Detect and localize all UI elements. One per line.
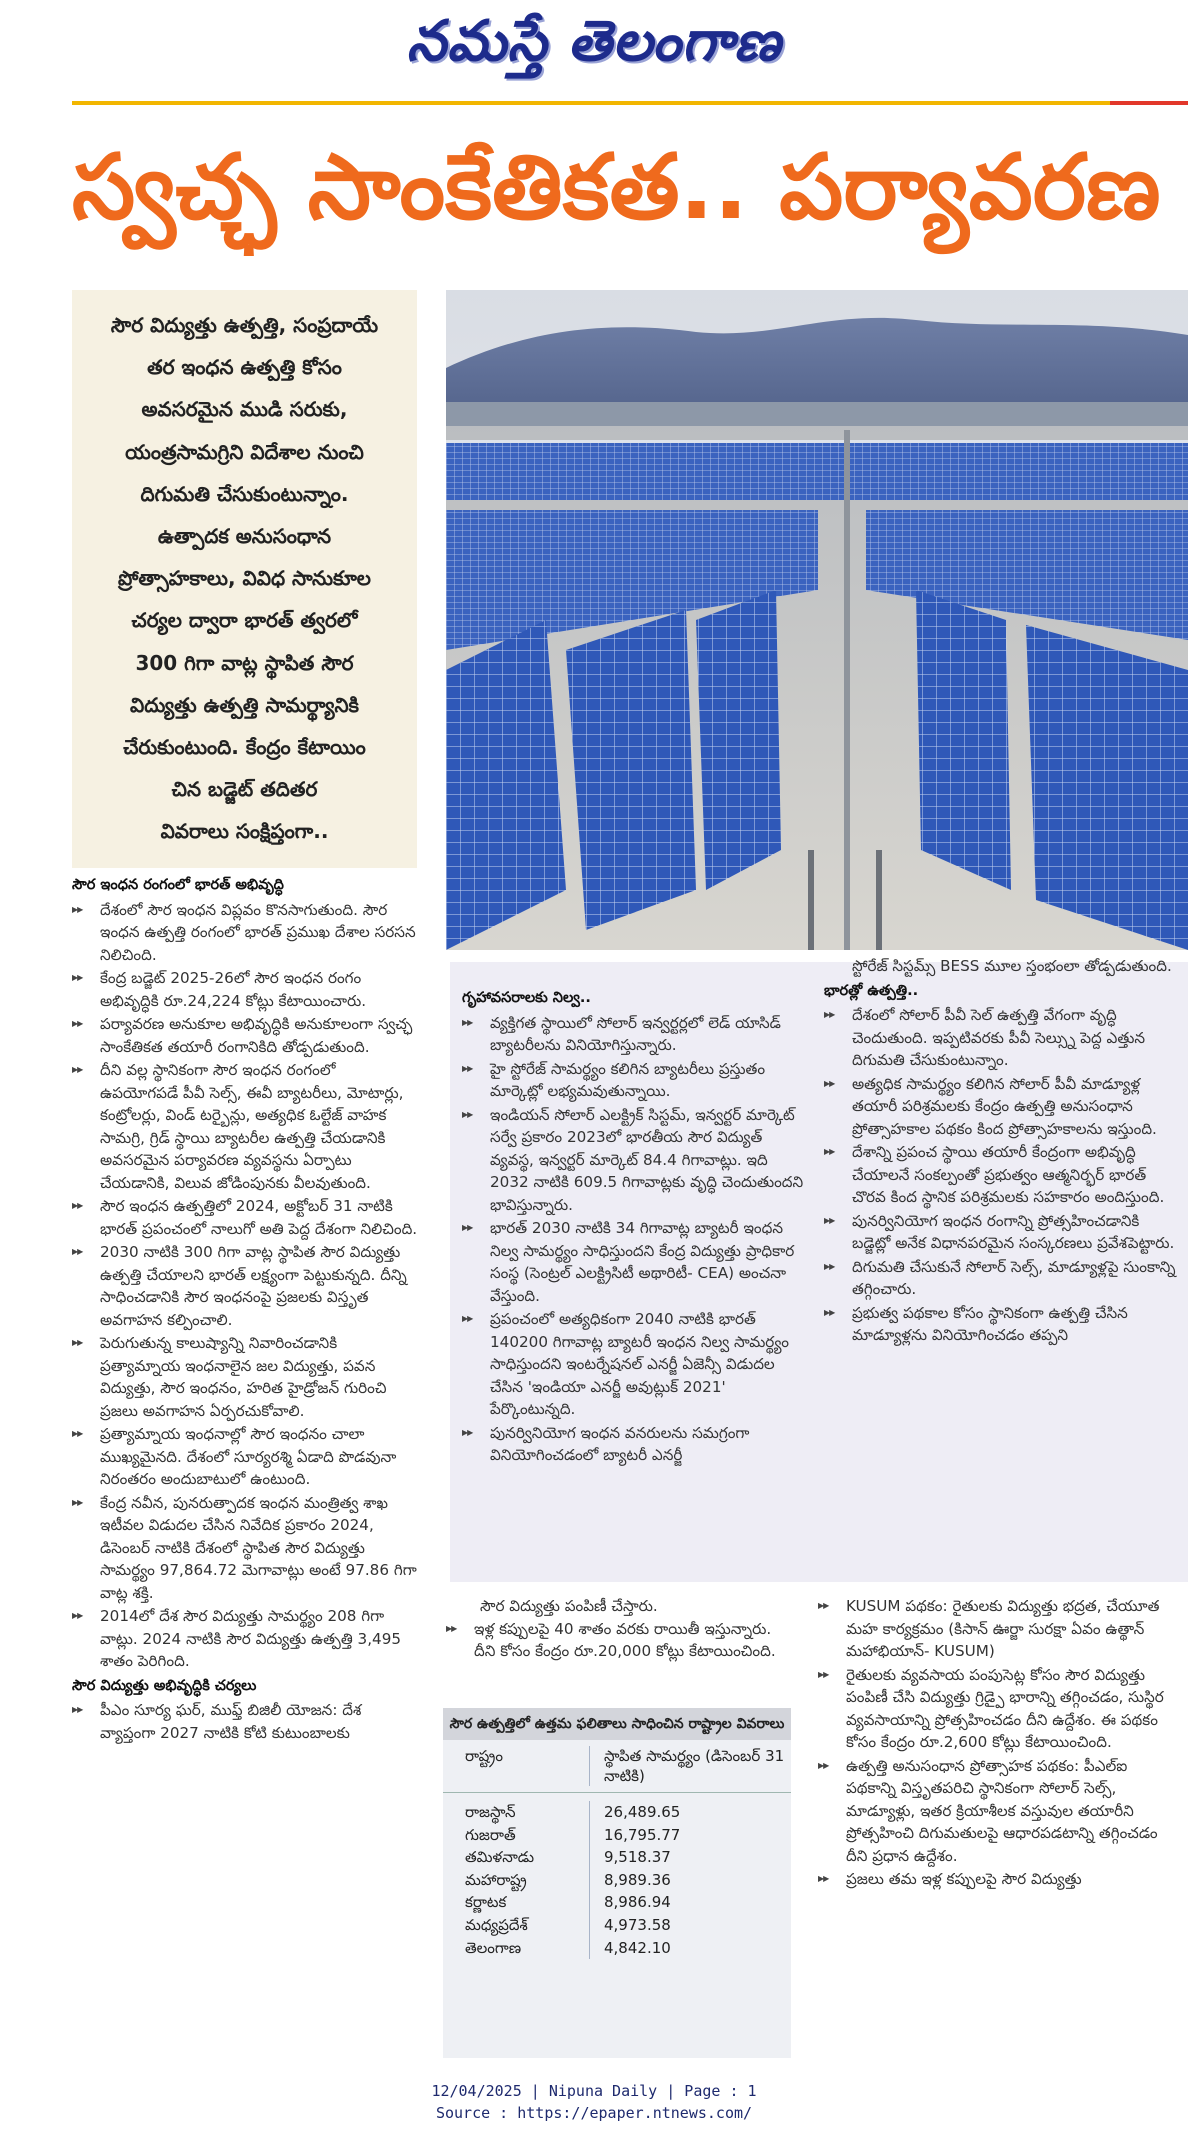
- state-cell: రాజస్థాన్: [465, 1803, 516, 1821]
- table-row: [443, 1869, 791, 1892]
- state-cell: కర్ణాటక: [465, 1893, 507, 1912]
- column-india-production: [824, 955, 1182, 1348]
- table-header: [443, 1740, 791, 1793]
- column-schemes: [818, 1595, 1182, 1892]
- state-cell: మధ్యప్రదేశ్: [465, 1915, 528, 1934]
- summary-line: ప్రోత్సాహకాలు, వివిధ సానుకూల: [117, 566, 371, 591]
- list-item: ▶▶ పర్యావరణ అనుకూల అభివృద్ధికి అనుకూలంగా స్వచ్ఛ సాంకేతికత తయారీ రంగానికిది తోడ్పడుతుంది.: [72, 1013, 418, 1058]
- summary-line: చర్యల ద్వారా భారత్ త్వరలో: [131, 608, 358, 633]
- footer-date-line: 12/04/2025 | Nipuna Daily | Page : 1: [431, 2082, 757, 2100]
- list-item: ▶▶ కేంద్ర బడ్జెట్ 2025-26లో సౌర ఇంధన రంగం అభివృద్ధికి రూ.24,224 కోట్లు కేటాయించారు.: [72, 967, 418, 1012]
- list-item: ▶▶ 2030 నాటికి 300 గిగా వాట్ల స్థాపిత సౌర విద్యుత్తు ఉత్పత్తి చేయాలని భారత్ లక్ష్యంగా పెట్టుకున్నది. దీన్ని సాధించడానికి సౌర ఇంధనంపై ప్రజలకు విస్తృత అవగాహన కల్పించాలి.: [72, 1241, 418, 1331]
- list-item: ▶▶ ప్రత్యామ్నాయ ఇంధనాల్లో సౌర ఇంధనం చాలా ముఖ్యమైనది. దేశంలో సూర్యరశ్మి ఏడాది పొడవునా నిరంతరం అందుబాటులో ఉంటుంది.: [72, 1423, 418, 1491]
- state-capacity-table: [443, 1708, 791, 2058]
- summary-line: విద్యుత్తు ఉత్పత్తి సామర్థ్యానికి: [129, 692, 359, 717]
- column-rooftop: [446, 1595, 794, 1664]
- list-item: ▶▶ ఇండియన్ సోలార్ ఎలక్ట్రిక్ సిస్టమ్, ఇన్వర్టర్ మార్కెట్ సర్వే ప్రకారం 2023లో భారతీయ సౌర విద్యుత్ వ్యవస్థ, ఇన్వర్టర్ మార్కెట్ 84.4 గిగావాట్లు. ఇది 2032 నాటికి 609.5 గిగావాట్లకు వృద్ధి చెందుతుందని భావిస్తున్నారు.: [462, 1104, 804, 1217]
- column-header-state: రాష్ట్రం: [465, 1747, 503, 1765]
- solar-farm-photo: [446, 290, 1188, 950]
- table-title: సౌర ఉత్పత్తిలో ఉత్తమ ఫలితాలు సాధించిన రాష్ట్రాల వివరాలు: [443, 1708, 791, 1740]
- footer-source-line: Source : https://epaper.ntnews.com/: [435, 2104, 753, 2122]
- capacity-cell: 4,973.58: [589, 1914, 791, 1937]
- capacity-cell: 16,795.77: [589, 1824, 791, 1847]
- continued-text: సౌర విద్యుత్తు పంపిణీ చేస్తారు.: [480, 1597, 658, 1615]
- table-row: [443, 1891, 791, 1914]
- state-cell: గుజరాత్: [465, 1825, 516, 1844]
- section-heading: సౌర ఇంధన రంగంలో భారత్ అభివృద్ధి: [72, 877, 284, 893]
- state-cell: తమిళనాడు: [465, 1848, 535, 1867]
- list-item: ▶▶ పీఎం సూర్య ఘర్, ముఫ్త్ బిజిలీ యోజన: దేశ వ్యాప్తంగా 2027 నాటికి కోటి కుటుంబాలకు: [72, 1699, 418, 1744]
- list-item: ▶▶ రైతులకు వ్యవసాయ పంపుసెట్ల కోసం సౌర విద్యుత్తు పంపిణీ చేసి విద్యుత్తు గ్రిడ్పై భారాన్ని తగ్గించడం, సుస్థిర వ్యవసాయాన్ని ప్రోత్సహించడం దీని ఉద్దేశం. ఈ పథకం కోసం కేంద్రం రూ.2,600 కోట్లు కేటాయించింది.: [818, 1664, 1182, 1754]
- summary-box: [72, 290, 417, 868]
- table-row: [443, 1846, 791, 1869]
- column-header-capacity: స్థాపిత సామర్థ్యం (డిసెంబర్ 31 నాటికి): [589, 1746, 791, 1786]
- list-item: ▶▶ పునర్వినియోగ ఇంధన వనరులను సమగ్రంగా వినియోగించడంలో బ్యాటరీ ఎనర్జీ: [462, 1422, 804, 1467]
- list-item: ▶▶ పునర్వినియోగ ఇంధన రంగాన్ని ప్రోత్సహించడానికి బడ్జెట్లో అనేక విధానపరమైన సంస్కరణలు ప్రవేశపెట్టారు.: [824, 1210, 1182, 1255]
- list-item: ▶▶ వ్యక్తిగత స్థాయిలో సోలార్ ఇన్వర్టర్లలో లెడ్ యాసిడ్ బ్యాటరీలను వినియోగిస్తున్నారు.: [462, 1012, 804, 1057]
- list-item: ▶▶ ప్రభుత్వ పథకాల కోసం స్థానికంగా ఉత్పత్తి చేసిన మాడ్యూళ్లను వినియోగించడం తప్పని: [824, 1302, 1182, 1347]
- column-home-storage: [462, 985, 804, 1468]
- masthead-logo: నమస్తే తెలంగాణ: [406, 8, 782, 74]
- section-heading: గృహావసరాలకు నిల్వ..: [462, 990, 591, 1006]
- headline: స్వచ్ఛ సాంకేతికత.. పర్యావరణ: [72, 135, 1161, 240]
- summary-line: దిగుమతి చేసుకుంటున్నాం.: [140, 481, 349, 506]
- capacity-cell: 8,986.94: [589, 1891, 791, 1914]
- summary-line: యంత్రసామగ్రిని విదేశాల నుంచి: [125, 439, 364, 464]
- column-solar-development: [72, 872, 418, 1745]
- capacity-cell: 4,842.10: [589, 1937, 791, 1960]
- state-cell: మహారాష్ట్ర: [465, 1870, 527, 1889]
- continued-text: స్టోరేజ్ సిస్టమ్స్ BESS మూల స్తంభంలా తోడ్పడుతుంది.: [852, 957, 1172, 975]
- masthead: [0, 0, 1188, 100]
- capacity-cell: 26,489.65: [589, 1801, 791, 1824]
- list-item: ▶▶ ఉత్పత్తి అనుసంధాన ప్రోత్సాహక పథకం: పీఎల్ఐ పథకాన్ని విస్తృతపరిచి స్థానికంగా సోలార్ సెల్స్, మాడ్యూళ్లు, ఇతర క్రియాశీలక వస్తువుల తయారీని ప్రోత్సహించి దిగుమతులపై ఆధారపడటాన్ని తగ్గించడం దీని ప్రధాన ఉద్దేశం.: [818, 1755, 1182, 1868]
- list-item: ▶▶ హై స్టోరేజ్ సామర్థ్యం కలిగిన బ్యాటరీలు ప్రస్తుతం మార్కెట్లో లభ్యమవుతున్నాయి.: [462, 1058, 804, 1103]
- summary-line: అవసరమైన ముడి సరుకు,: [141, 397, 348, 422]
- list-item: ▶▶ ప్రజలు తమ ఇళ్ల కప్పులపై సౌర విద్యుత్తు: [818, 1868, 1182, 1891]
- section-heading: భారత్లో ఉత్పత్తి..: [824, 982, 919, 999]
- list-item: ▶▶ దిగుమతి చేసుకునే సోలార్ సెల్స్, మాడ్యూళ్లపై సుంకాన్ని తగ్గించారు.: [824, 1256, 1182, 1301]
- summary-line: తర ఇంధన ఉత్పత్తి కోసం: [147, 355, 342, 380]
- list-item: ▶▶ ప్రపంచంలో అత్యధికంగా 2040 నాటికి భారత్ 140200 గిగావాట్ల బ్యాటరీ ఇంధన నిల్వ సామర్థ్యం సాధిస్తుందని ఇంటర్నేషనల్ ఎనర్జీ ఏజెన్సీ విడుదల చేసిన 'ఇండియా ఎనర్జీ అవుట్లుక్ 2021' పేర్కొంటున్నది.: [462, 1308, 804, 1421]
- summary-line: 300 గిగా వాట్ల స్థాపిత సౌర: [135, 650, 354, 675]
- list-item: ▶▶ అత్యధిక సామర్థ్యం కలిగిన సోలార్ పీవీ మాడ్యూళ్ల తయారీ పరిశ్రమలకు కేంద్రం ఉత్పత్తి అనుసంధాన ప్రోత్సాహకాల పథకం కింద ప్రోత్సాహకాలను ఇస్తుంది.: [824, 1073, 1182, 1141]
- list-item: ▶▶ దేశంలో సోలార్ పీవీ సెల్ ఉత్పత్తి వేగంగా వృద్ధి చెందుతుంది. ఇప్పటివరకు పీవీ సెల్స్ను పెద్ద ఎత్తున దిగుమతి చేసుకుంటున్నాం.: [824, 1004, 1182, 1072]
- capacity-cell: 9,518.37: [589, 1846, 791, 1869]
- list-item: ▶▶ కేంద్ర నవీన, పునరుత్పాదక ఇంధన మంత్రిత్వ శాఖ ఇటీవల విడుదల చేసిన నివేదిక ప్రకారం 2024, డిసెంబర్ నాటికి దేశంలో స్థాపిత సౌర విద్యుత్తు సామర్థ్యం 97,864.72 మెగావాట్లు అంటే 97.86 గిగా వాట్ల శక్తి.: [72, 1492, 418, 1605]
- list-item: ▶▶ దేశాన్ని ప్రపంచ స్థాయి తయారీ కేంద్రంగా అభివృద్ధి చేయాలనే సంకల్పంతో ప్రభుత్వం ఆత్మనిర్భర్ భారత్ చొరవ కింద స్థానిక పరిశ్రమలకు సహకారం అందిస్తుంది.: [824, 1141, 1182, 1209]
- section-heading: సౌర విద్యుత్తు అభివృద్ధికి చర్యలు: [72, 1677, 257, 1694]
- list-item: ▶▶ దేశంలో సౌర ఇంధన విప్లవం కొనసాగుతుంది. సౌర ఇంధన ఉత్పత్తి రంగంలో భారత్ ప్రముఖ దేశాల సరసన నిలిచింది.: [72, 899, 418, 967]
- table-row: [443, 1801, 791, 1824]
- table-row: [443, 1937, 791, 1960]
- state-cell: తెలంగాణ: [465, 1938, 522, 1957]
- solar-panels-illustration: [446, 290, 1188, 950]
- summary-line: చేరుకుంటుంది. కేంద్రం కేటాయిం: [123, 735, 366, 760]
- list-item: ▶▶ ఇళ్ల కప్పులపై 40 శాతం వరకు రాయితీ ఇస్తున్నారు. దీని కోసం కేంద్రం రూ.20,000 కోట్లు కేటాయించింది.: [446, 1618, 794, 1663]
- list-item: ▶▶ భారత్ 2030 నాటికి 34 గిగావాట్ల బ్యాటరీ ఇంధన నిల్వ సామర్థ్యం సాధిస్తుందని కేంద్ర విద్యుత్తు ప్రాధికార సంస్థ (సెంట్రల్ ఎలక్ట్రిసిటీ అథారిటీ- CEA) అంచనా వేస్తుంది.: [462, 1217, 804, 1307]
- list-item: ▶▶ KUSUM పథకం: రైతులకు విద్యుత్తు భద్రత, చేయూత మహ కార్యక్రమం (కిసాన్ ఊర్జా సురక్షా ఏవం ఉత్థాన్ మహాభియాన్- KUSUM): [818, 1595, 1182, 1663]
- masthead-rule-accent: [1110, 101, 1188, 105]
- list-item: ▶▶ పెరుగుతున్న కాలుష్యాన్ని నివారించడానికి ప్రత్యామ్నాయ ఇంధనాలైన జల విద్యుత్తు, పవన విద్యుత్తు, సౌర ఇంధనం, హరిత హైడ్రోజన్ గురించి ప్రజలు అవగాహన ఏర్పరచుకోవాలి.: [72, 1332, 418, 1422]
- table-row: [443, 1824, 791, 1847]
- summary-line: సౌర విద్యుత్తు ఉత్పత్తి, సంప్రదాయే: [110, 313, 379, 337]
- list-item: ▶▶ 2014లో దేశ సౌర విద్యుత్తు సామర్థ్యం 208 గిగా వాట్లు. 2024 నాటికి సౌర విద్యుత్తు ఉత్పత్తి 3,495 శాతం పెరిగింది.: [72, 1605, 418, 1673]
- summary-line: ఉత్పాదక అనుసంధాన: [157, 524, 332, 549]
- capacity-cell: 8,989.36: [589, 1869, 791, 1892]
- summary-line: చిన బడ్జెట్ తదితర: [171, 777, 318, 802]
- summary-line: వివరాలు సంక్షిప్తంగా..: [160, 819, 329, 844]
- list-item: ▶▶ దీని వల్ల స్థానికంగా సౌర ఇంధన రంగంలో ఉపయోగపడే పీవీ సెల్స్, ఈవీ బ్యాటరీలు, మోటార్లు, కంట్రోలర్లు, విండ్ టర్బైన్లు, అత్యధిక ఓల్టేజ్ వాహక సామగ్రి, గ్రిడ్ స్థాయి బ్యాటరీల ఉత్పత్తి చేయడానికి అవసరమైన పర్యావరణ వ్యవస్థను ఏర్పాటు చేయడానికి, విలువ జోడింపునకు వీలవుతుంది.: [72, 1059, 418, 1194]
- masthead-rule: [72, 101, 1188, 105]
- page-footer: [0, 2080, 1188, 2124]
- list-item: ▶▶ సౌర ఇంధన ఉత్పత్తిలో 2024, అక్టోబర్ 31 నాటికి భారత్ ప్రపంచంలో నాలుగో అతి పెద్ద దేశంగా నిలిచింది.: [72, 1195, 418, 1240]
- table-row: [443, 1914, 791, 1937]
